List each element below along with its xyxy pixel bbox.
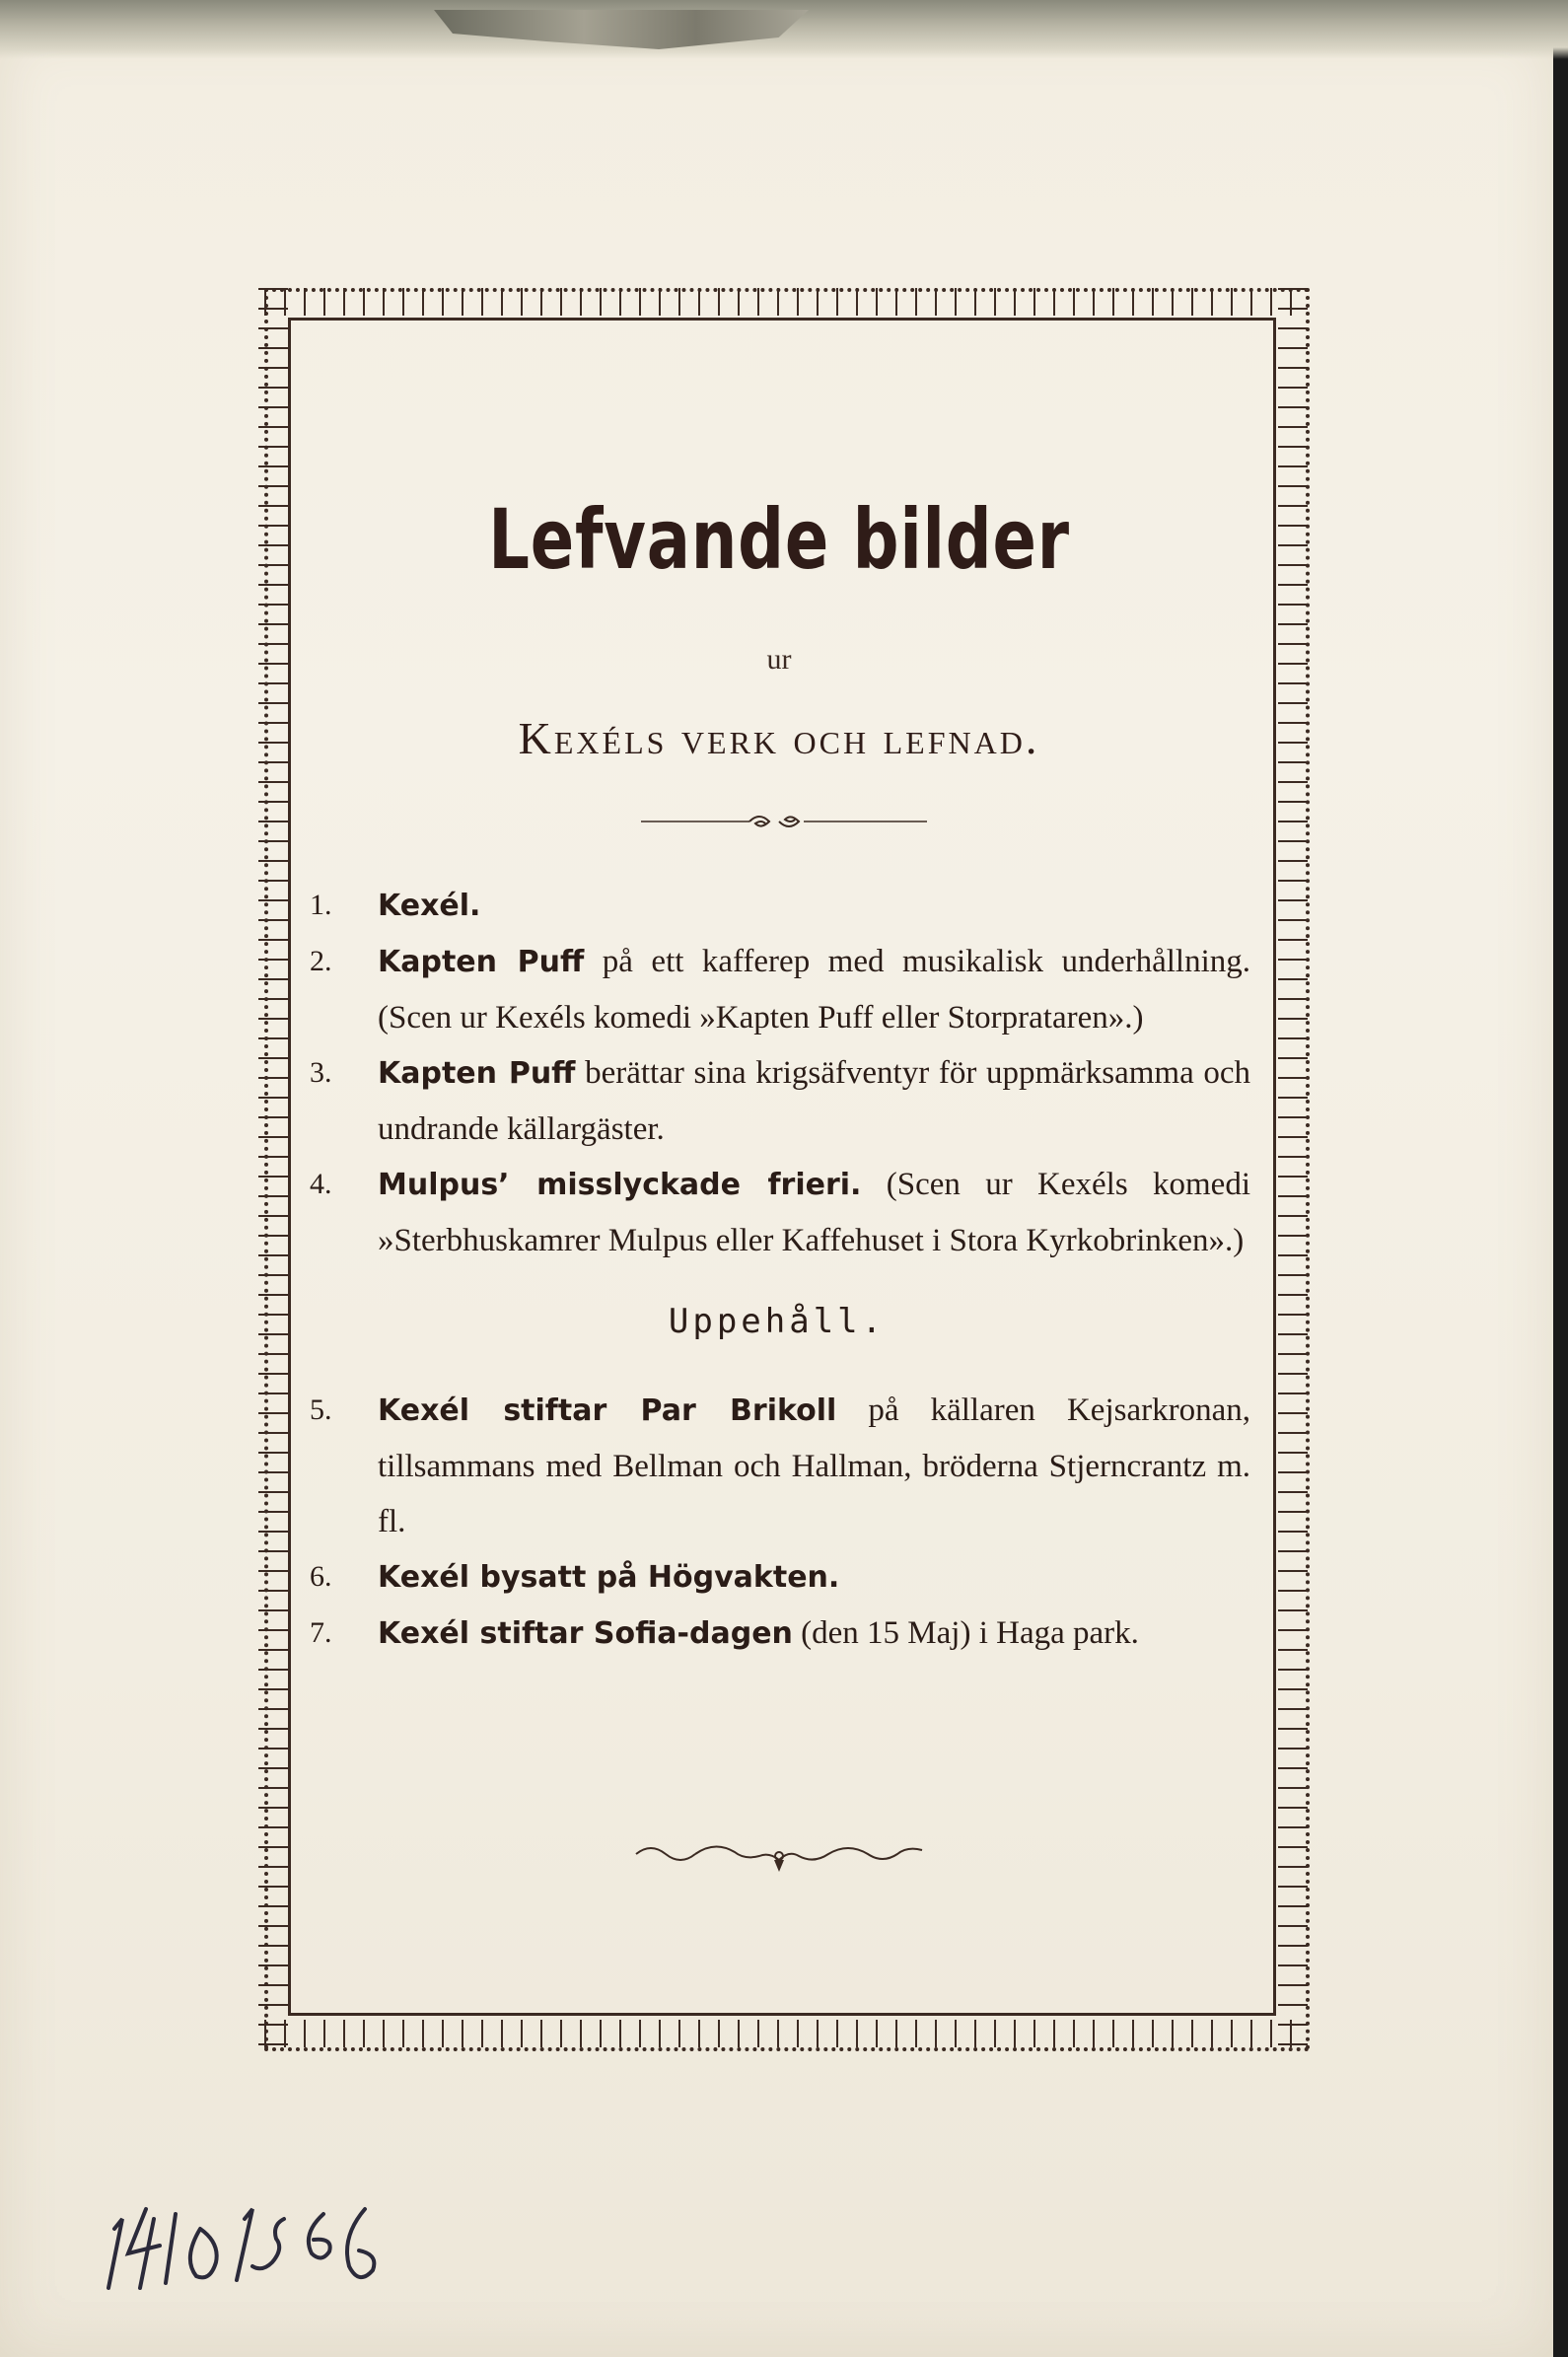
- item-text: på källaren Kejsarkronan, tillsammans med Bellman och Hallman, bröderna Stjerncrantz m. fl.: [378, 1393, 1250, 1539]
- item-lead: Mulpus’ misslyckade frieri.: [378, 1168, 862, 1202]
- item-number: 5.: [310, 1393, 332, 1426]
- item-number: 3.: [310, 1056, 332, 1089]
- intermission-heading: Uppehåll.: [668, 1302, 887, 1341]
- item-text: på ett kafferep med musikalisk underhållning. (Scen ur Kexéls komedi »Kapten Puff eller Storprataren».): [378, 944, 1250, 1036]
- item-number: 7.: [310, 1616, 332, 1649]
- list-item: [304, 878, 1250, 934]
- handwritten-signature-icon: [107, 2170, 402, 2298]
- item-number: 4.: [310, 1168, 332, 1200]
- end-flourish-icon: [631, 1834, 927, 1884]
- list-item: [304, 1383, 1250, 1549]
- item-number: 6.: [310, 1560, 332, 1593]
- list-item: [304, 934, 1250, 1045]
- list-item: [304, 1045, 1250, 1157]
- divider-flourish-icon: [641, 807, 927, 836]
- subtitle-connector: ur: [766, 643, 792, 676]
- list-item: [304, 1606, 1250, 1662]
- item-lead: Kapten Puff: [378, 1056, 576, 1091]
- page-title: Lefvande bilder: [488, 491, 1070, 588]
- item-lead: Kexél stiftar Par Brikoll: [378, 1393, 837, 1428]
- item-text: (Scen ur Kexéls komedi »Sterbhuskamrer Mulpus eller Kaffehuset i Stora Kyrkobrinken».): [378, 1167, 1250, 1258]
- item-lead: Kexél bysatt på Högvakten.: [378, 1560, 840, 1595]
- item-number: 2.: [310, 945, 332, 977]
- item-text: (den 15 Maj) i Haga park.: [792, 1615, 1139, 1651]
- program-list: [304, 878, 1250, 1662]
- item-text: berättar sina krigsäfventyr för uppmärksamma och undrande källargäster.: [378, 1055, 1250, 1147]
- page-subtitle: Kexéls verk och lefnad.: [518, 713, 1040, 763]
- list-item: [304, 1549, 1250, 1606]
- item-number: 1.: [310, 889, 332, 921]
- list-item: [304, 1157, 1250, 1268]
- item-lead: Kexél stiftar Sofia-dagen: [378, 1616, 793, 1651]
- program-content: [296, 325, 1262, 2002]
- item-lead: Kapten Puff: [378, 945, 585, 979]
- item-lead: Kexél.: [378, 889, 481, 923]
